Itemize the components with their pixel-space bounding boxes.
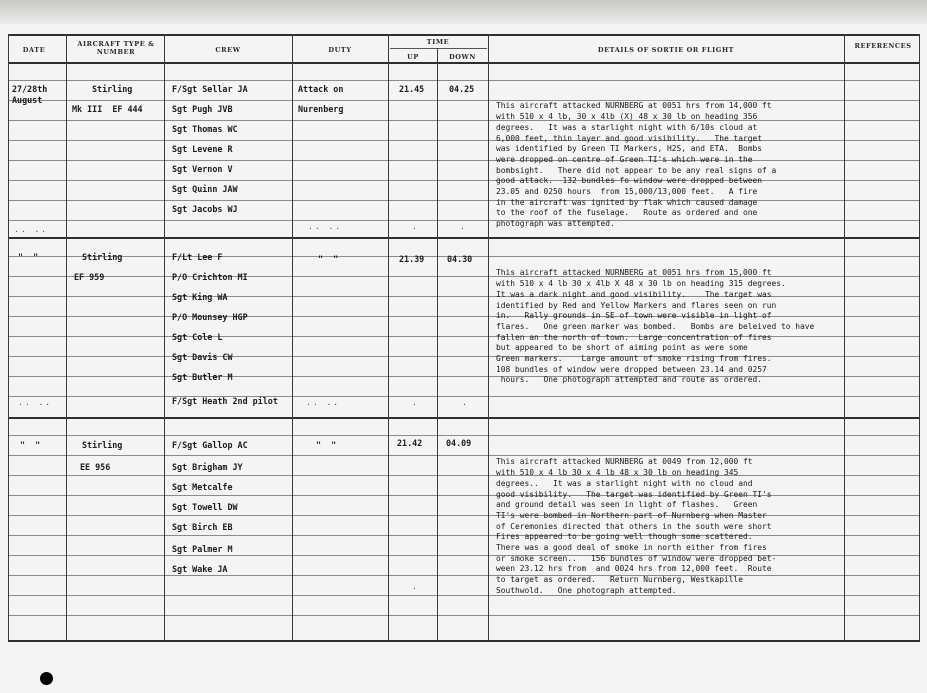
crew-member: Sgt Vernon V [172,164,233,174]
crew-member: Sgt Birch EB [172,522,233,532]
crew-member: Sgt Davis CW [172,352,233,362]
entry-time-down: 04.30 [447,254,473,264]
header-details: DETAILS OF SORTIE OR FLIGHT [597,46,735,54]
entry-time-up: 21.42 [397,438,423,448]
scan-top-edge [0,0,927,24]
entry-aircraft-type: Stirling [92,84,133,94]
crew-member: F/Sgt Sellar JA [172,84,248,94]
crew-member: Sgt Pugh JVB [172,104,233,114]
entry-duty: " " [316,440,337,450]
header-time-up: UP [407,53,419,61]
header-references: REFERENCES [854,42,912,50]
crew-member: Sgt Thomas WC [172,124,238,134]
header-aircraft: AIRCRAFT TYPE & NUMBER [77,40,155,56]
sortie-details: This aircraft attacked NURNBERG at 0051 hrs from 14,000 ft with 510 x 4 lb, 30 x 4lb (X) 48 x 30 lb on heading 356 degrees. It was a starlight night with 6/10s cloud at 6,000 feet, thin layer and good visibility. The target was identified by Green TI Markers, H2S, and ETA. Bombs were dropped on centre of Green TI's which were in the bombsight. There did not appear to be any real signs of a good attack. 132 bundles fo window were dropped between 23.05 and 0250 hours from 15,000/13,000 feet. A fire in the aircraft was ignited by flak which caused damage to the roof of the fuselage. Route as ordered and one photograph was attempted. [496,101,777,229]
entry-time-down: 04.25 [449,84,475,94]
entry-date-month: August [12,95,43,105]
header-duty: DUTY [328,46,352,54]
crew-member: Sgt Wake JA [172,564,228,574]
header-time-down: DOWN [449,53,476,61]
crew-member: Sgt Levene R [172,144,233,154]
crew-member: F/Sgt Gallop AC [172,440,248,450]
entry-aircraft-number: EE 956 [80,462,111,472]
entry-date: 27/28th [12,84,48,94]
crew-member: Sgt Palmer M [172,544,233,554]
crew-member: Sgt Jacobs WJ [172,204,238,214]
crew-member: Sgt Butler M [172,372,233,382]
sortie-details: This aircraft attacked NURNBERG at 0049 from 12,000 ft with 510 x 4 lb 30 x 4 lb 48 x 30 lb on heading 345 degrees.. It was a starlight night with no cloud and good visibility. The target was identified by Green TI's and ground detail was seen in light of flashes. Green TI's were bombed in Northern part of Nurnberg when Master of Ceremonies directed that others in the south were short Fires appeared to be going well though some scattered. There was a good deal of smoke in north either from fires or smoke screen.. 156 bundles of window were dropped bet- ween 23.12 hrs from and 0024 hrs from 12,000 feet. Route to target as ordered. Return Nurnberg, Westkapille Southwold. One photograph attempted. [496,457,777,595]
entry-time-down: 04.09 [446,438,472,448]
entry-duty: Attack on [298,84,344,94]
entry-aircraft-type: Stirling [82,440,123,450]
crew-member: F/Lt Lee F [172,252,223,262]
entry-date: " " [18,252,39,262]
header-date: DATE [22,46,46,54]
crew-member: P/O Crichton MI [172,272,248,282]
crew-member: Sgt King WA [172,292,228,302]
crew-member: Sgt Brigham JY [172,462,243,472]
crew-member: Sgt Quinn JAW [172,184,238,194]
entry-aircraft-type: Stirling [82,252,123,262]
header-crew: CREW [215,46,241,54]
entry-duty-target: Nurenberg [298,104,344,114]
entry-aircraft-number: EF 959 [74,272,105,282]
header-time: TIME [426,38,450,46]
punch-hole-mark [40,672,53,685]
crew-member: Sgt Cole L [172,332,223,342]
sortie-details: This aircraft attacked NURNBERG at 0051 hrs from 15,000 ft with 510 x 4 lb 30 x 4lb X 48 x 30 lb on heading 315 degrees. It was a dark night and good visibility. The target was identified by Red and Yellow Markers and flares seen on run in. Rally grounds in SE of town were visible in light of flares. One green marker was bombed. Bombs are beleived to have fallen an the north of town. Large concentration of fires but appeared to be short of aiming point as were some Green markers. Large amount of smoke rising from fires. 108 bundles of window were dropped between 23.14 and 0257 hours. One photograph attempted and route as ordered. [496,268,815,385]
entry-duty: " " [318,254,339,264]
crew-member: P/O Mounsey HGP [172,312,248,322]
crew-member: F/Sgt Heath 2nd pilot [172,396,278,406]
entry-date: " " [20,440,41,450]
entry-aircraft-number: Mk III EF 444 [72,104,143,114]
entry-time-up: 21.45 [399,84,425,94]
operations-record-page: DATE AIRCRAFT TYPE & NUMBER CREW DUTY TIME UP DOWN DETAILS OF SORTIE OR FLIGHT REFERENCES 27/28th August Stirling Mk III EF 444 Attack on Nurenberg 21.45 04.25 F/Sgt Sellar JA Sgt Pugh JVB Sgt Thomas WC Sgt Levene R Sgt Vernon V Sgt Quinn JAW Sgt Jacobs WJ This aircraft attacked NURNBERG at 0051 hrs from 14,000 ft with 510 x 4 lb, 30 x 4lb (X) 48 x 30 lb on heading 356 degrees. It was a starlight night with 6/10s cloud at 6,000 feet, thin layer and good visibility. The target was identified by Green TI Markers, H2S, and ETA. Bombs were dropped on centre of Green TI's which were in the bombsight. There did not appear to be any real signs of a good attack. 132 bundles fo window were dropped between 23.05 and 0250 hours from 15,000/13,000 feet. A fire in the aircraft was ignited by flak which caused damage to the roof of the fuselage. Route as ordered and one photograph was attempted. .. .. .. .. . . " " Stirling EF 959 " " 21.39 04.30 F/Lt Lee F P/O Crichton MI Sgt King WA P/O Mounsey HGP Sgt Cole L Sgt Davis CW Sgt Butler M F/Sgt Heath 2nd pilot This aircraft attacked NURNBERG at 0051 hrs from 15,000 ft with 510 x 4 lb 30 x 4lb X 48 x 30 lb on heading 315 degrees. It was a dark night and good visibility. The target was identified by Red and Yellow Markers and flares seen on run in. Rally grounds in SE of town were visible in light of flares. One green marker was bombed. Bombs are beleived to have fallen an the north of town. Large concentration of fires but appeared to be short of aiming point as were some Green markers. Large amount of smoke rising from fires. 108 bundles of window were dropped between 23.14 and 0257 hours. One photograph attempted and route as ordered. .. .. .. .. . . " " Stirling EE 956 " " 21.42 04.09 F/Sgt Gallop AC Sgt Brigham JY Sgt Metcalfe Sgt Towell DW Sgt Birch EB Sgt Palmer M Sgt Wake JA This aircraft attacked NURNBERG at 0049 from 12,000 ft with 510 x 4 lb 30 x 4 lb 48 x 30 lb on heading 345 degrees.. It was a starlight night with no cloud and good visibility. The target was identified by Green TI's and ground detail was seen in light of flashes. Green TI's were bombed in Northern part of Nurnberg when Master of Ceremonies directed that others in the south were short Fires appeared to be going well though some scattered. There was a good deal of smoke in north either from fires or smoke screen.. 156 bundles of window were dropped bet- ween 23.12 hrs from and 0024 hrs from 12,000 feet. Route to target as ordered. Return Nurnberg, Westkapille Southwold. One photograph attempted. . [0,0,927,693]
crew-member: Sgt Towell DW [172,502,238,512]
entry-time-up: 21.39 [399,254,425,264]
crew-member: Sgt Metcalfe [172,482,233,492]
